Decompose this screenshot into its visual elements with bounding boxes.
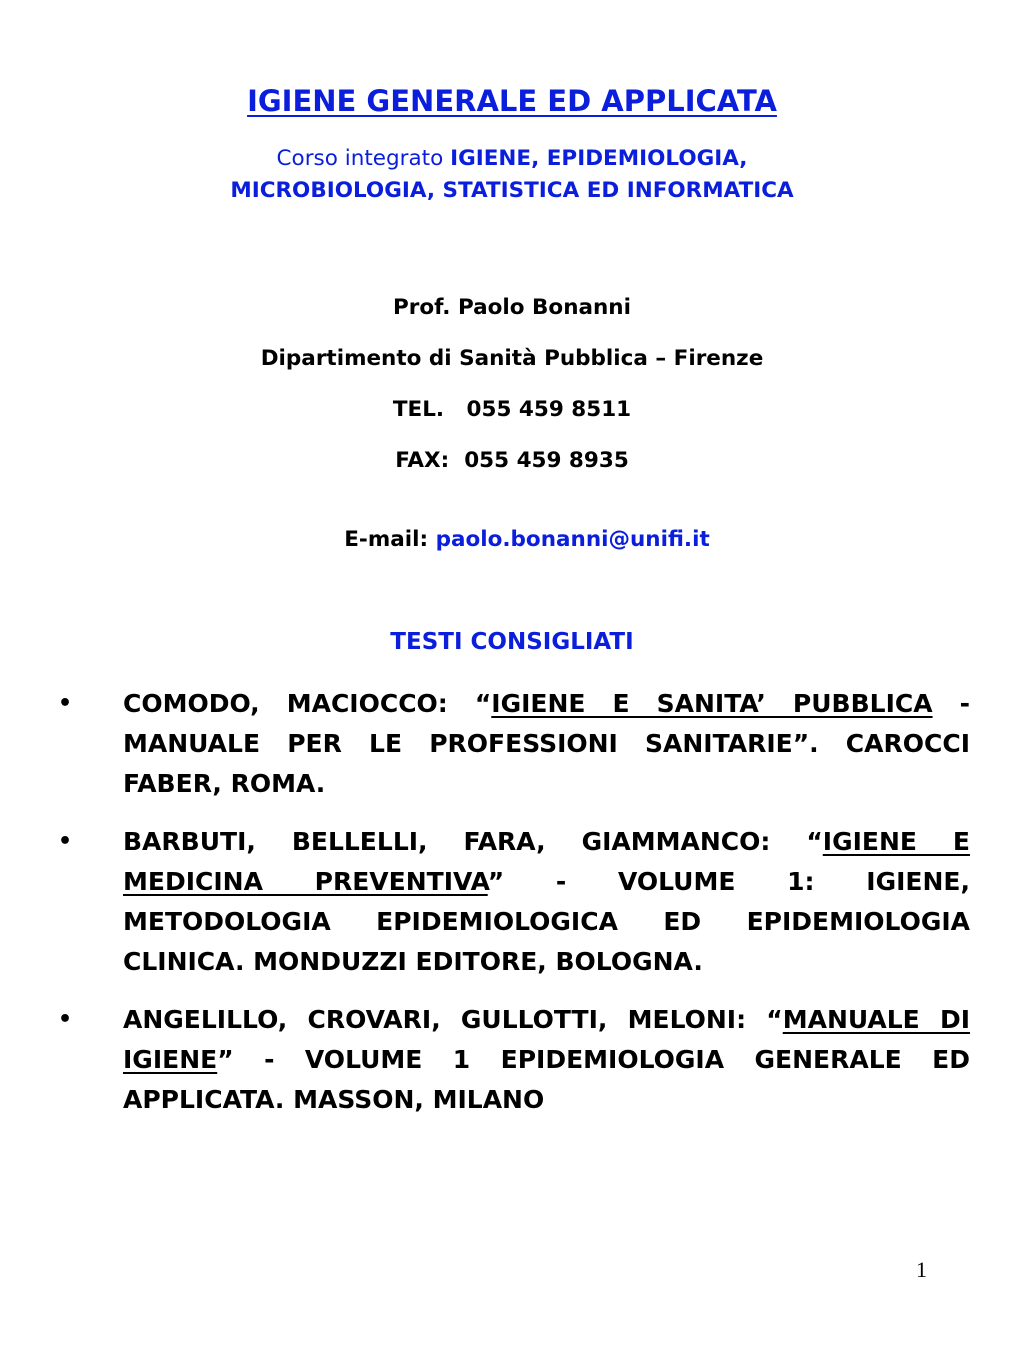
book-details: ” - VOLUME 1 EPIDEMIOLOGIA GENERALE ED APPLICATA. MASSON, MILANO (123, 1045, 970, 1114)
section-heading-books: TESTI CONSIGLIATI (390, 629, 634, 655)
book-details: - MANUALE PER LE PROFESSIONI SANITARIE”. CAROCCI FABER, ROMA. (123, 689, 970, 798)
book-authors: ANGELILLO, CROVARI, GULLOTTI, MELONI: “ (123, 1005, 783, 1034)
book-title: MANUALE DI IGIENE (123, 1005, 971, 1074)
subtitle-course-line1: IGIENE, EPIDEMIOLOGIA, (450, 146, 748, 171)
book-citation (123, 822, 970, 982)
professor-name: Prof. Paolo Bonanni (392, 295, 631, 320)
email-label: E-mail: (344, 527, 436, 552)
book-citation (123, 684, 970, 804)
email-line (0, 498, 1024, 582)
bullet-icon: • (58, 1007, 73, 1032)
subtitle-course-line2: MICROBIOLOGIA, STATISTICA ED INFORMATICA (230, 178, 794, 203)
subtitle-prefix: Corso integrato (276, 146, 451, 171)
book-title: IGIENE E SANITA’ PUBBLICA (491, 689, 933, 718)
telephone-number: TEL. 055 459 8511 (392, 397, 632, 422)
book-citation (123, 1000, 970, 1120)
book-details: ” - VOLUME 1: IGIENE, METODOLOGIA EPIDEMIOLOGICA ED EPIDEMIOLOGIA CLINICA. MONDUZZI EDITORE, BOLOGNA. (123, 867, 970, 976)
department-name: Dipartimento di Sanità Pubblica – Firenze (260, 346, 764, 371)
page-number: 1 (916, 1257, 927, 1282)
fax-number: FAX: 055 459 8935 (395, 448, 629, 473)
book-authors: BARBUTI, BELLELLI, FARA, GIAMMANCO: “ (123, 827, 823, 856)
bullet-icon: • (58, 691, 73, 716)
bullet-icon: • (58, 829, 73, 854)
course-subtitle (0, 143, 1024, 207)
book-authors: COMODO, MACIOCCO: “ (123, 689, 492, 718)
document-title: IGIENE GENERALE ED APPLICATA (247, 84, 777, 118)
email-link[interactable]: paolo.bonanni@unifi.it (435, 527, 710, 552)
book-title: IGIENE E MEDICINA PREVENTIVA (123, 827, 971, 896)
